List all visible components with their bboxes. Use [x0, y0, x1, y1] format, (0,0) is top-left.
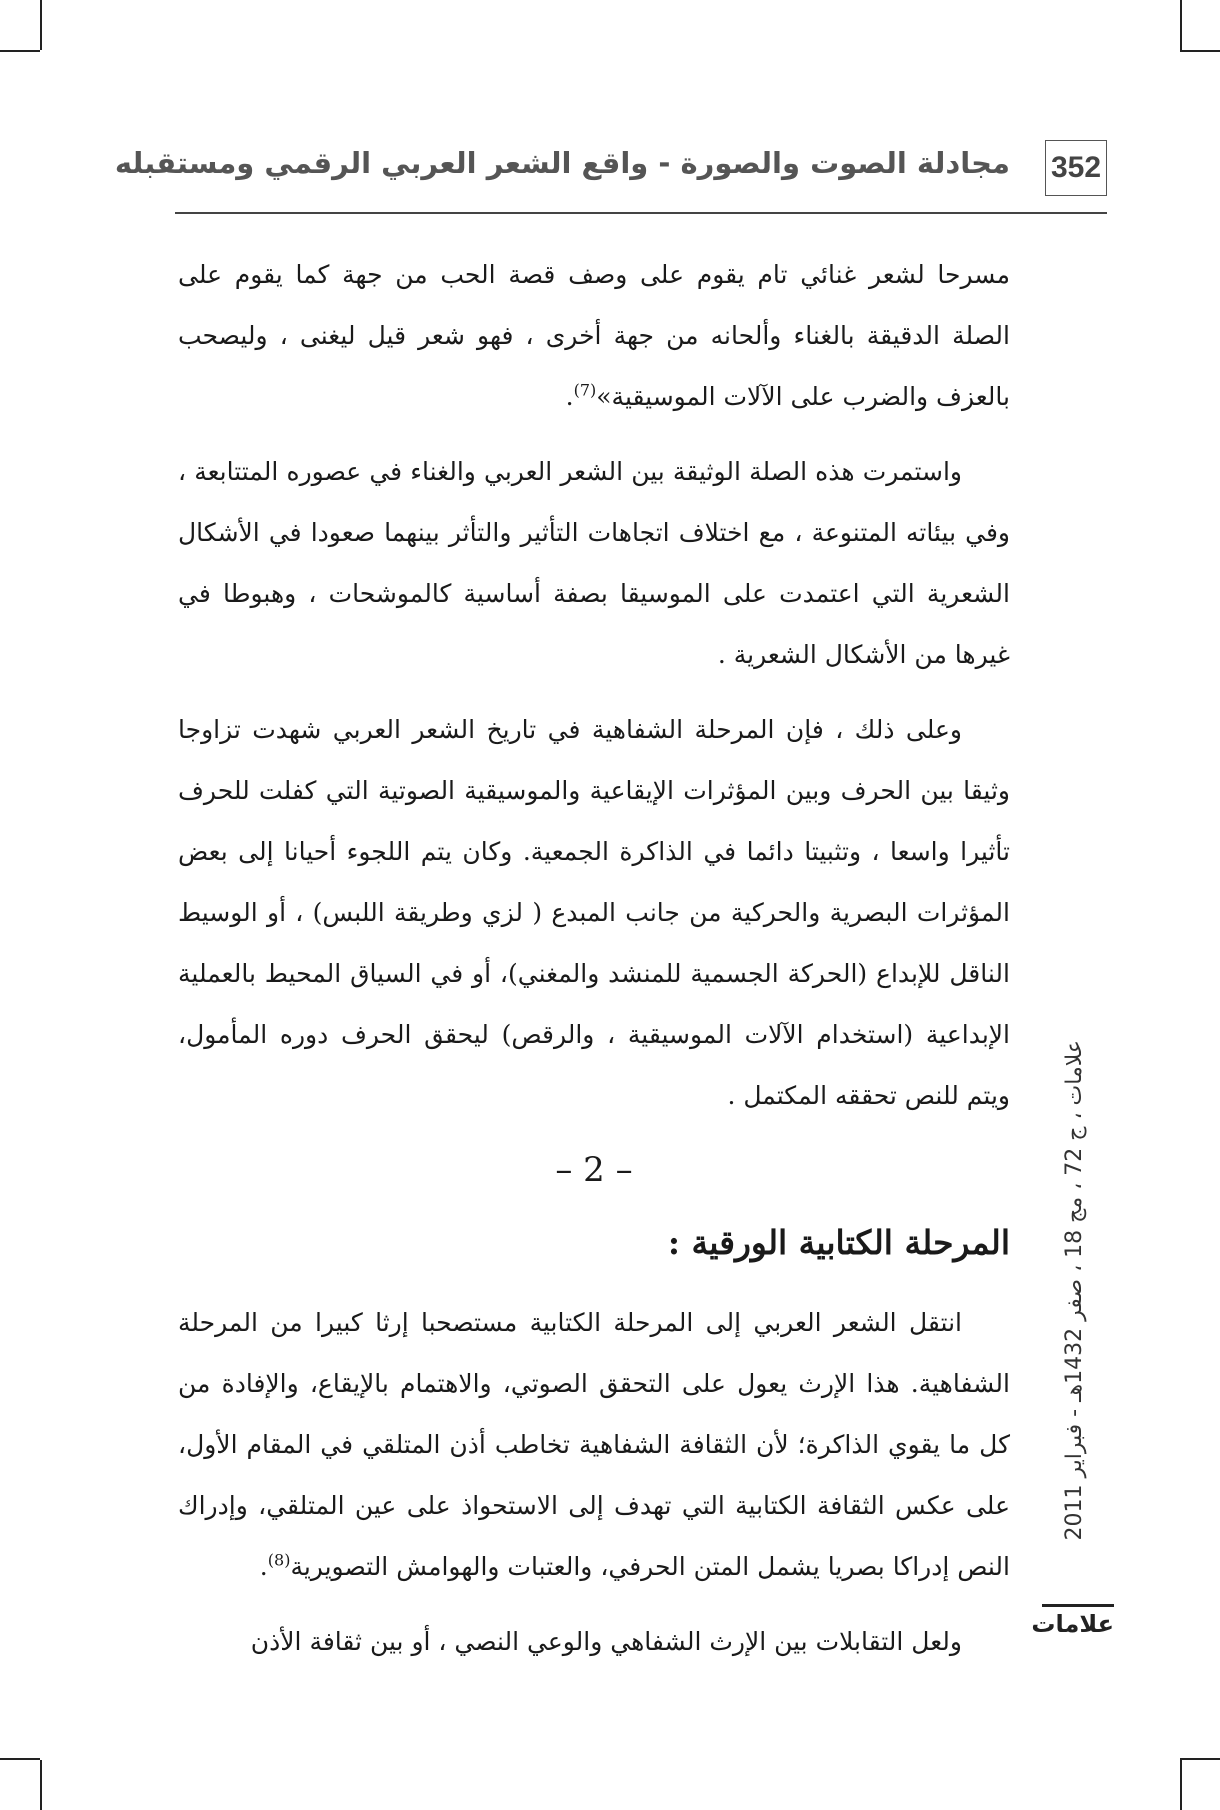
section-heading: المرحلة الكتابية الورقية :	[667, 1223, 1010, 1262]
section-number: – 2 –	[555, 1150, 633, 1190]
paragraph	[178, 244, 1010, 427]
crop-mark	[1180, 1758, 1220, 1760]
paragraph-end: .	[565, 382, 574, 411]
paragraph: ولعل التقابلات بين الإرث الشفاهي والوعي النصي ، أو بين ثقافة الأذن	[250, 1627, 962, 1656]
header-rule	[175, 212, 1107, 214]
crop-mark	[40, 1760, 42, 1810]
crop-mark	[1180, 1760, 1182, 1810]
crop-mark	[1180, 0, 1182, 50]
paragraph-text: مسرحا لشعر غنائي تام يقوم على وصف قصة الحب من جهة كما يقوم على الصلة الدقيقة بالغناء وألحانه من جهة أخرى ، فهو شعر قيل ليغنى ، وليصحب بالعزف والضرب على الآلات الموسيقية»	[178, 260, 1010, 411]
article-body	[178, 244, 1010, 1686]
paragraph: واستمرت هذه الصلة الوثيقة بين الشعر العربي والغناء في عصوره المتتابعة ، وفي بيئاته المتنوعة ، مع اختلاف اتجاهات التأثير والتأثر بينهما صعودا في الأشكال الشعرية التي اعتمدت على الموسيقا بصفة أساسية كالموشحات ، وهبوطا في غيرها من الأشكال الشعرية .	[178, 457, 1010, 669]
crop-mark	[40, 0, 42, 50]
running-title: مجادلة الصوت والصورة - واقع الشعر العربي الرقمي ومستقبله	[114, 146, 1010, 180]
paragraph	[178, 1292, 1010, 1597]
page-number: 352	[1045, 140, 1107, 196]
footnote-ref: (7)	[573, 380, 597, 400]
paragraph: وعلى ذلك ، فإن المرحلة الشفاهية في تاريخ الشعر العربي شهدت تزاوجا وثيقا بين الحرف وبين المؤثرات الإيقاعية والموسيقية الصوتية التي كفلت للحرف تأثيرا واسعا ، وتثبيتا دائما في الذاكرة الجمعية. وكان يتم اللجوء أحيانا إلى بعض المؤثرات البصرية والحركية من جانب المبدع ( لزي وطريقة اللبس) ، أو الوسيط الناقل للإبداع (الحركة الجسمية للمنشد والمغني)، أو في السياق المحيط بالعملية الإبداعية (استخدام الآلات الموسيقية ، والرقص) ليحقق الحرف دوره المأمول، ويتم للنص تحققه المكتمل .	[178, 715, 1010, 1110]
journal-citation: علامات ، ج 72 ، مج 18 ، صفر 1432هـ - فبراير 2011	[1062, 1040, 1087, 1541]
crop-mark	[0, 1758, 40, 1760]
paragraph-text: انتقل الشعر العربي إلى المرحلة الكتابية مستصحبا إرثا كبيرا من المرحلة الشفاهية. هذا الإرث يعول على التحقق الصوتي، والاهتمام بالإيقاع، والإفادة من كل ما يقوي الذاكرة؛ لأن الثقافة الشفاهية تخاطب أذن المتلقي في المقام الأول، على عكس الثقافة الكتابية التي تهدف إلى الاستحواذ على عين المتلقي، وإدراك النص إدراكا بصريا يشمل المتن الحرفي، والعتبات والهوامش التصويرية	[178, 1308, 1010, 1581]
paragraph-end: .	[259, 1552, 268, 1581]
crop-mark	[1180, 50, 1220, 52]
footnote-ref: (8)	[267, 1550, 291, 1570]
crop-mark	[0, 50, 40, 52]
journal-logo: علامات	[1042, 1604, 1114, 1643]
